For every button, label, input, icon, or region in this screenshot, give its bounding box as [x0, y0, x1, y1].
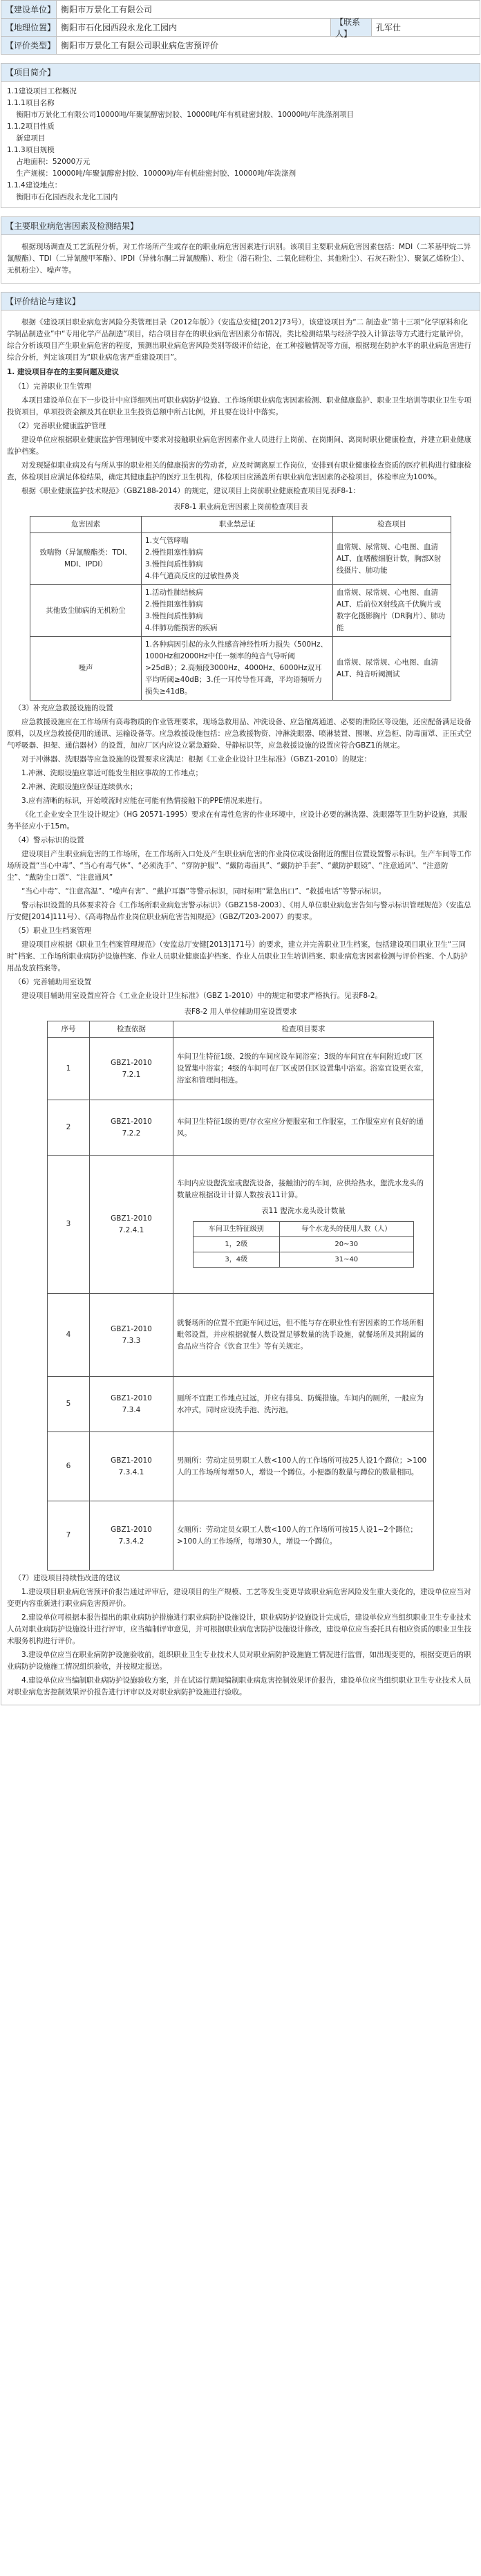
header-cell: 每个水龙头的使用人数（人） [279, 1221, 413, 1236]
sub-heading: （1）完善职业卫生管理 [14, 382, 92, 391]
overview-line: 衡阳市万景化工有限公司10000吨/年聚氯醇密封胶、10000吨/年有机硅密封胶、10000吨/年洗涤剂项目 [7, 111, 355, 119]
overview-line: 新建项目 [7, 134, 46, 142]
req-cell: 就餐场所的位置不宜距车间过远，但不能与存在职业性有害因素的工作场所相毗邻设置，并应根据就餐人数设置足够数量的洗手设施，就餐场所及其附属的食品应当符合《饮食卫生》等有关规定。 [173, 1294, 434, 1377]
items-cell: 血常规、尿常规、心电图、血清ALT、后前位X射线高千伏胸片或数字化摄影胸片（DR胸片）、肺功能 [333, 585, 451, 637]
overview-body [1, 82, 480, 207]
req-cell: 车间卫生特征1级的更/存衣室应分便服室和工作服室，工作服室应有良好的通风。 [173, 1100, 434, 1156]
contact-label: 【联系人】 [330, 19, 372, 36]
eval-type-label: 【评价类型】 [1, 37, 57, 54]
basis-cell: GBZ1-2010 7.2.4.1 [90, 1156, 173, 1294]
table-caption: 表F8-1 职业病危害因素上岗前检查项目表 [173, 503, 308, 511]
cell: 3，4级 [194, 1252, 280, 1267]
hazards-title: 【主要职业病危害因素及检测结果】 [1, 217, 480, 235]
basis-cell: GBZ1-2010 7.3.3 [90, 1294, 173, 1377]
no-cell: 7 [48, 1501, 90, 1570]
header-cell: 序号 [48, 1021, 90, 1038]
paragraph: 2.建设单位可根据本报告提出的职业病防护措施进行职业病防护设施设计，职业病防护设施设计完成后，建设单位应当组织职业卫生专业技术人员对职业病防护设施设计进行评审，应当编制评审意见，并可根据职业病危害防护设施设计修改，建设单位应当委托具有相应资质的职业卫生技术服务机构进行评价。 [7, 1613, 471, 1645]
cell: 31~40 [279, 1252, 413, 1267]
req-cell [173, 1156, 434, 1294]
header-cell: 检查依据 [90, 1021, 173, 1038]
cell: 1，2级 [194, 1236, 280, 1252]
no-cell: 5 [48, 1377, 90, 1432]
contra-cell: 1.各种病因引起的永久性感音神经性听力损失（500Hz、1000Hz和2000Hz中任一频率的纯音气导听阈>25dB）；2.高频段3000Hz、4000Hz、6000Hz双耳平均听阈≥40dB；3.任一耳传导性耳聋，平均语频听力损失≥41dB。 [142, 637, 333, 701]
no-cell: 1 [48, 1038, 90, 1100]
factor-cell: 致喘物（异氰酸酯类：TDI、MDI、IPDI） [30, 533, 142, 585]
company-label: 【建设单位】 [1, 1, 57, 18]
overview-line: 1.1.4建设地点： [7, 181, 62, 189]
header-cell: 检查项目要求 [173, 1021, 434, 1038]
hazards-body [1, 235, 480, 283]
overview-line: 衡阳市石化园西段永龙化工园内 [7, 193, 118, 201]
paragraph: 警示标识设置的具体要求符合《工作场所职业病危害警示标识》（GBZ158-2003）、《用人单位职业病危害告知与警示标识管理规范》（安监总厅安健[2014]111号）、《高毒物品作业岗位职业病危害告知规范》（GBZ/T203-2007）的要求。 [7, 901, 471, 921]
paragraph: 1.冲淋、洗眼设施应靠近可能发生相应事故的工作地点； [21, 769, 203, 777]
paragraph: 建设项目辅助用室设置应符合《工业企业设计卫生标准》（GBZ 1-2010）中的规定和要求严格执行。见表F8-2。 [21, 992, 382, 1000]
paragraph: 应急救援设施应在工作场所有高毒物质的作业管理要求，现场急救用品、冲洗设备、应急撤离通道、必要的泄险区等设施，还应配备满足设备原料，以及应急救援使用的通讯、运输设备等。应急救援设施包括：应急救援物资、冲淋洗眼器、喷淋装置、围堰、应急柜、防毒面罩、正压式空气呼吸器、担架、通信器材）的设置，加应厂区内应设立紧急避险、导静标识等，应急救援设施的设置应符合GBZ1的规定。 [7, 718, 471, 750]
table-row [30, 637, 451, 701]
table-row [194, 1236, 414, 1252]
auxiliary-rooms-table [47, 1021, 434, 1570]
req-text: 车间内应设盥洗室或盥洗设备，接触油污的车间，应供给热水，盥洗水龙头的数量应根据设计计算人数按表11计算。 [177, 1178, 424, 1199]
paragraph: 根据《职业健康监护技术规范》（GBZ188-2014）的规定，建议项目上岗前职业健康检查项目见表F8-1： [21, 487, 361, 495]
header-cell: 职业禁忌证 [142, 517, 333, 533]
header-cell: 车间卫生特征级别 [194, 1221, 280, 1236]
basis-cell: GBZ1-2010 7.3.4 [90, 1377, 173, 1432]
sub-heading: （7）建设项目持续性改进的建议 [14, 1574, 121, 1582]
conclusion-section [1, 292, 480, 1705]
basis-cell: GBZ1-2010 7.2.2 [90, 1100, 173, 1156]
header-row-address [1, 19, 480, 37]
factor-cell: 噪声 [30, 637, 142, 701]
table-row [48, 1100, 434, 1156]
header-cell: 检查项目 [333, 517, 451, 533]
header-row-company [1, 0, 480, 19]
paragraph: 本项目建设单位在下一步设计中应详细列出可职业病防护设施、工作场所职业病危害因素检测、职业健康监护、职业卫生培训等职业卫生专项投资项目，单项投资金额及其在职业卫生投资总额中所占比例，并且要在设计中落实。 [7, 396, 471, 416]
paragraph: 2.冲淋、洗眼设施应保证连续供水； [21, 783, 138, 791]
overview-line: 1.1.2项目性质 [7, 122, 55, 131]
paragraph: “当心中毒”、“注意高温”、“噪声有害”、“戴护耳器”等警示标识，同时标明“紧急出口”、“救援电话”等警示标识。 [21, 887, 386, 896]
sub-heading: （3）补充应急救援设施的设置 [14, 704, 113, 712]
paragraph: 根据《建设项目职业病危害风险分类管理目录（2012年版）》（安监总安健[2012]73号），该建设项目为“二 制造业”第十三项“化学原料和化学制品制造业”中“专用化学产品制造”项目，结合项目存在的职业病危害因素分布情况，类比检测结果与经济学投入计算法等方式进行定量评价，综合分析该项目产生职业病危害的程度，预测出职业病危害风险类别等级评价结论，在工种接触情况等方面，根据现在防护水平的职业病危害进行综合分析，判定该项目为“职业病危害严重建设项目”。 [7, 318, 471, 362]
table-caption: 表F8-2 用人单位辅助用室设置要求 [184, 1008, 297, 1016]
hazards-text: 根据现场调查及工艺流程分析，对工作场所产生或存在的职业病危害因素进行识别。该项目主要职业病危害因素包括：MDI（二苯基甲烷二异氰酸酯）、TDI（二异氰酸甲苯酯）、IPDI（异佛尔酮二异氰酸酯）、粉尘（滑石粉尘、二氧化硅粉尘、其他粉尘）、石灰石粉尘）、聚氯乙烯粉尘）、无机粉尘）、噪声等。 [7, 243, 471, 275]
basis-cell: GBZ1-2010 7.3.4.2 [90, 1501, 173, 1570]
overview-title: 【项目简介】 [1, 64, 480, 82]
table-row [48, 1501, 434, 1570]
header-row-eval-type [1, 37, 480, 55]
paragraph: 建设项目应根据《职业卫生档案管理规范》（安监总厅安健[2013]171号）的要求，建立并完善职业卫生档案，包括建设项目职业卫生“三同时”档案、工作场所职业病防护设施档案、作业人员职业健康监护档案、作业人员职业卫生培训档案、职业病危害因素检测与评价档案、个人防护用品发放档案等。 [7, 940, 468, 972]
company-value: 衡阳市万景化工有限公司 [61, 5, 153, 15]
inner-table-caption: 表11 盥洗水龙头设计数量 [261, 1206, 346, 1215]
header-cell: 危害因素 [30, 517, 142, 533]
paragraph: 建设项目产生职业病危害的工作场所，在工作场所入口处及产生职业病危害的作业岗位或设备附近的醒目位置设置警示标识。生产车间等工作场所设置“当心中毒”、“当心有毒气体”、“必须洗手”、“穿防护服”、“戴防毒面具”、“戴防护手套”、“戴防护眼镜”、“注意通风”、“注意防尘”、“戴防尘口罩”、“注意通风” [7, 850, 471, 882]
sub-heading: （4）警示标识的设置 [14, 836, 84, 844]
sub-heading: （6）完善辅助用室设置 [14, 978, 92, 986]
req-cell: 女厕所：劳动定员女职工人数<100人的工作场所可按15人设1~2个蹲位；>100人的工作场所，每增30人，增设一个蹲位。 [173, 1501, 434, 1570]
no-cell: 6 [48, 1432, 90, 1501]
items-cell: 血常规、尿常规、心电图、血清ALT、血嗜酸细胞计数，胸部X射线摄片、肺功能 [333, 533, 451, 585]
basis-cell: GBZ1-2010 7.2.1 [90, 1038, 173, 1100]
overview-line: 1.1.1项目名称 [7, 99, 55, 107]
paragraph: 4.建设单位应当编制职业病防护设施验收方案，并在试运行期间编制职业病危害控制效果评价报告，建设单位应当组织职业卫生专业技术人员对职业病危害控制效果评价报告进行评审以及对职业病防护设施进行验收。 [7, 1676, 471, 1696]
address-value: 衡阳市石化园西段永龙化工园内 [61, 23, 178, 33]
table-header-row [30, 517, 451, 533]
req-cell: 车间卫生特征1级、2级的车间应设车间浴室；3级的车间宜在车间附近或厂区设置集中浴室；4级的车间可在厂区或居住区设置集中浴室。浴室宜设更衣室，浴室和管理间相连。 [173, 1038, 434, 1100]
contra-cell: 1.支气管哮喘 2.慢性阻塞性肺病 3.慢性间质性肺病 4.伴气道高反应的过敏性鼻炎 [142, 533, 333, 585]
overview-line: 1.1.3项目规模 [7, 146, 55, 154]
items-cell: 血常规、尿常规、心电图、血清ALT、纯音听阈测试 [333, 637, 451, 701]
faucet-table [193, 1221, 414, 1268]
contact-value: 孔军仕 [376, 23, 402, 33]
table-row [48, 1294, 434, 1377]
table-row [48, 1038, 434, 1100]
overview-line: 生产规模：10000吨/年聚氯醇密封胶、10000吨/年有机硅密封胶、10000吨/年洗涤剂 [7, 169, 296, 178]
req-cell: 男厕所：劳动定员男职工人数<100人的工作场所可按25人设1个蹲位；>100人的工作场所每增50人，增设一个蹲位。小便器的数量与蹲位的数量相同。 [173, 1432, 434, 1501]
conclusion-title: 【评价结论与建议】 [1, 293, 480, 311]
no-cell: 2 [48, 1100, 90, 1156]
paragraph: 对发现疑似职业病及有与所从事的职业相关的健康损害的劳动者，应及时调离原工作岗位，安排到有职业健康检查资质的医疗机构进行健康检查，体检项目应满足体检结果，确定其健康监护的医疗卫生机构，体检项目应涵盖所有职业病危害因素的必检项目，体检率应为100%。 [7, 461, 471, 481]
sub-heading: （5）职业卫生档案管理 [14, 927, 92, 935]
paragraph: 建设单位应根据职业健康监护管理制度中要求对接触职业病危害因素作业人员进行上岗前、在岗期间、离岗时职业健康检查，并建立职业健康监护档案。 [7, 436, 471, 456]
hazards-section [1, 216, 480, 284]
paragraph: 3.应有清晰的标识，开始喷流时应能在可能有热情接触下的PPE情况来进行。 [21, 797, 267, 805]
factor-cell: 其他致尘肺病的无机粉尘 [30, 585, 142, 637]
req-cell: 厕所不宜距工作地点过远，并应有排臭、防蝇措施。车间内的厕所，一般应为水冲式，同时应设洗手池、洗污池。 [173, 1377, 434, 1432]
table-row [30, 533, 451, 585]
paragraph: 《化工企业安全卫生设计规定》（HG 20571-1995）要求在有毒性危害的作业环境中，应设计必要的淋洗器、洗眼器等卫生防护设施，其服务半径应小于15m。 [7, 810, 468, 831]
address-label: 【地理位置】 [1, 19, 57, 36]
section-heading: 1. 建设项目存在的主要问题及建议 [7, 368, 119, 376]
eval-type-value: 衡阳市万景化工有限公司职业病危害预评价 [61, 41, 219, 50]
overview-line: 占地面积：52000万元 [7, 158, 91, 166]
table-row [48, 1156, 434, 1294]
basis-cell: GBZ1-2010 7.3.4.1 [90, 1432, 173, 1501]
paragraph: 3.建设单位应当在职业病防护设施验收前，组织职业卫生专业技术人员对职业病防护设施施工情况进行监督，如出现变更的，根据变更后的职业病防护设施施工情况组织验收，并按规定报送。 [7, 1651, 471, 1671]
table-row [30, 585, 451, 637]
paragraph: 对于冲淋器、洗眼器等应急设施的设置要求应满足：根据《工业企业设计卫生标准》（GBZ1-2010）的规定： [21, 755, 371, 763]
table-header-row [48, 1021, 434, 1038]
exam-items-table [30, 516, 451, 701]
cell: 20~30 [279, 1236, 413, 1252]
no-cell: 4 [48, 1294, 90, 1377]
table-row [48, 1432, 434, 1501]
overview-section [1, 63, 480, 208]
conclusion-body [1, 311, 480, 1705]
table-row [48, 1377, 434, 1432]
no-cell: 3 [48, 1156, 90, 1294]
paragraph: 1.建设项目职业病危害预评价报告通过评审后，建设项目的生产规模、工艺等发生变更导致职业病危害风险发生重大变化的，建设单位应当对变更内容重新进行职业病危害预评价。 [7, 1588, 471, 1608]
report-page [1, 0, 480, 1705]
contra-cell: 1.活动性肺结核病 2.慢性阻塞性肺病 3.慢性间质性肺病 4.伴肺功能损害的疾病 [142, 585, 333, 637]
sub-heading: （2）完善职业健康监护管理 [14, 422, 106, 430]
overview-line: 1.1建设项目工程概况 [7, 87, 77, 95]
table-row [194, 1252, 414, 1267]
table-header-row [194, 1221, 414, 1236]
